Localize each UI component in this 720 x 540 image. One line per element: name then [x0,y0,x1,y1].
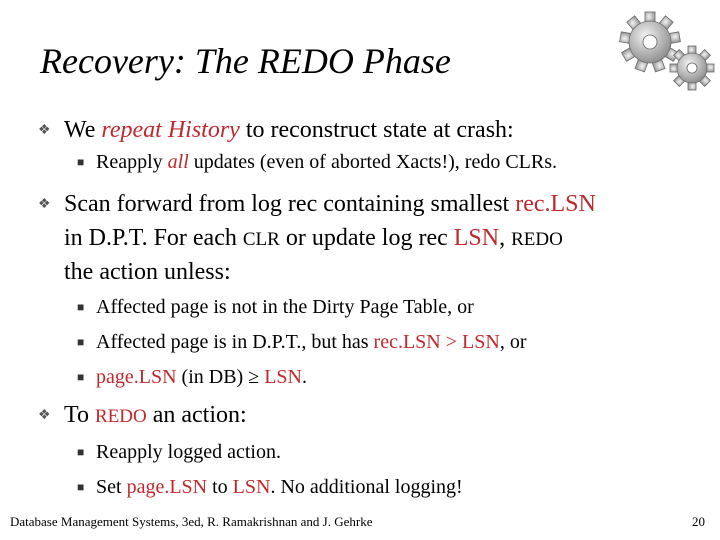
square-bullet-icon: ■ [77,155,85,169]
square-bullet-icon: ■ [77,300,85,314]
bullet-1-sub-1: Reapply all updates (even of aborted Xacts!), redo CLRs. [96,151,557,173]
footer: Database Management Systems, 3ed, R. Ramakrishnan and J. Gehrke [10,514,373,529]
bullet-3-text: To REDO an action: [64,402,247,428]
square-bullet-icon: ■ [77,370,85,384]
diamond-bullet-icon: ❖ [38,197,51,212]
page-number: 20 [692,514,705,529]
gears-icon [604,2,720,94]
diamond-bullet-icon: ❖ [38,408,51,423]
bullet-2-line-1: Scan forward from log rec containing smallest rec.LSN [64,191,596,217]
slide-title: Recovery: The REDO Phase [40,41,451,81]
bullet-1-text: We repeat History to reconstruct state at crash: [64,117,514,143]
square-bullet-icon: ■ [77,335,85,349]
diamond-bullet-icon: ❖ [38,123,51,138]
bullet-2-sub-1: Affected page is not in the Dirty Page Table, or [96,296,474,318]
bullet-3-sub-1: Reapply logged action. [96,441,281,463]
bullet-2-line-2: in D.P.T. For each CLR or update log rec LSN, REDO [64,225,563,251]
bullet-2-line-3: the action unless: [64,259,231,285]
bullet-2-sub-2: Affected page is in D.P.T., but has rec.LSN > LSN, or [96,331,527,353]
square-bullet-icon: ■ [77,445,85,459]
bullet-3-sub-2: Set page.LSN to LSN. No additional logging! [96,476,463,498]
bullet-2-sub-3: page.LSN (in DB) ≥ LSN. [96,366,307,388]
square-bullet-icon: ■ [77,480,85,494]
